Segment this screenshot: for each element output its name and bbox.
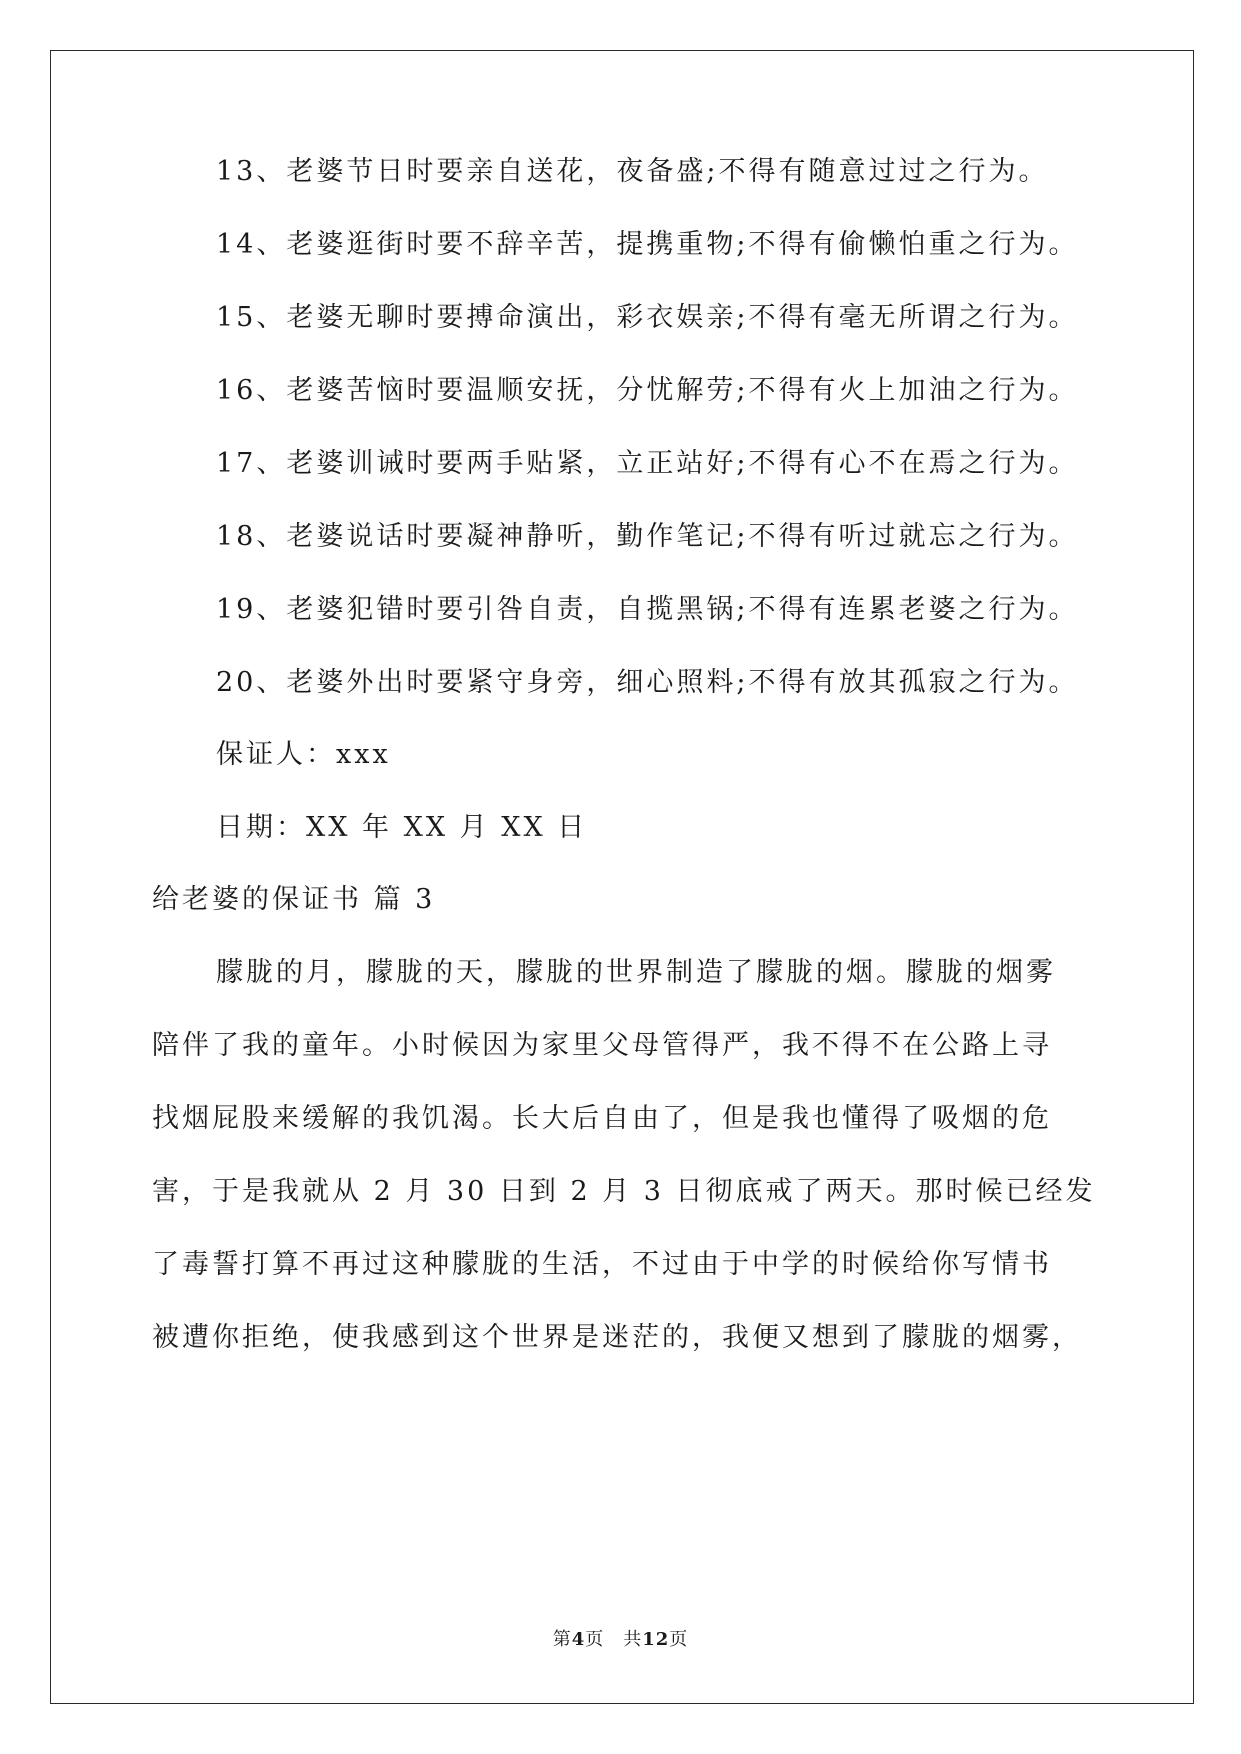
rule-18: 18、老婆说话时要凝神静听，勤作笔记;不得有听过就忘之行为。 <box>216 521 1079 552</box>
guarantor-line: 保证人：xxx <box>216 739 391 770</box>
rule-17: 17、老婆训诫时要两手贴紧，立正站好;不得有心不在焉之行为。 <box>216 448 1079 479</box>
page-footer <box>0 1629 1241 1651</box>
rule-19: 19、老婆犯错时要引咎自责，自揽黑锅;不得有连累老婆之行为。 <box>216 594 1079 625</box>
footer-prefix: 第 <box>552 1629 572 1650</box>
section-heading: 给老婆的保证书 篇 3 <box>152 884 436 915</box>
paragraph-line-5: 了毒誓打算不再过这种朦胧的生活，不过由于中学的时候给你写情书 <box>152 1249 1052 1280</box>
paragraph-line-3: 找烟屁股来缓解的我饥渴。长大后自由了，但是我也懂得了吸烟的危 <box>152 1103 1052 1134</box>
footer-mid: 页 共 <box>585 1629 643 1650</box>
rule-15: 15、老婆无聊时要搏命演出，彩衣娱亲;不得有毫无所谓之行为。 <box>216 302 1079 333</box>
footer-current-page: 4 <box>571 1629 586 1650</box>
rule-20: 20、老婆外出时要紧守身旁，细心照料;不得有放其孤寂之行为。 <box>216 667 1079 698</box>
paragraph-line-6: 被遭你拒绝，使我感到这个世界是迷茫的，我便又想到了朦胧的烟雾， <box>152 1322 1082 1353</box>
footer-total-pages: 12 <box>642 1629 670 1650</box>
paragraph-line-2: 陪伴了我的童年。小时候因为家里父母管得严，我不得不在公路上寻 <box>152 1030 1052 1061</box>
rule-16: 16、老婆苦恼时要温顺安抚，分忧解劳;不得有火上加油之行为。 <box>216 375 1079 406</box>
paragraph-line-4: 害，于是我就从 2 月 30 日到 2 月 3 日彻底戒了两天。那时候已经发 <box>152 1176 1096 1207</box>
page-border <box>50 50 1194 1704</box>
date-line: 日期：XX 年 XX 月 XX 日 <box>216 812 588 843</box>
rule-13: 13、老婆节日时要亲自送花，夜备盛;不得有随意过过之行为。 <box>216 156 1049 187</box>
rule-14: 14、老婆逛街时要不辞辛苦，提携重物;不得有偷懒怕重之行为。 <box>216 229 1079 260</box>
footer-suffix: 页 <box>669 1629 689 1650</box>
paragraph-line-1: 朦胧的月，朦胧的天，朦胧的世界制造了朦胧的烟。朦胧的烟雾 <box>216 957 1056 988</box>
